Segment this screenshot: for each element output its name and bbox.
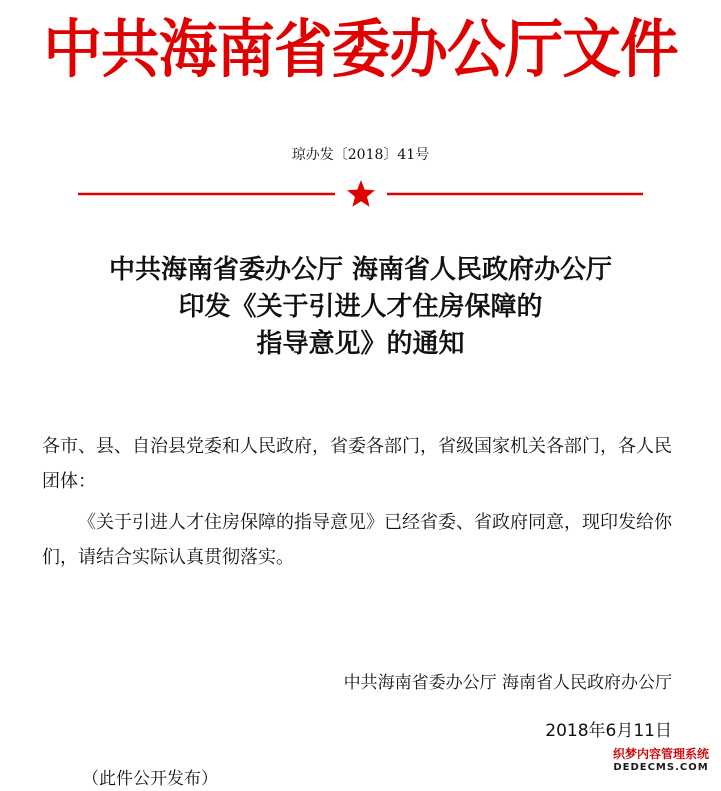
star-icon <box>347 180 375 207</box>
issue-date: 2018年6月11日 <box>545 721 672 741</box>
document-number: 琼办发〔2018〕41号 <box>291 147 430 163</box>
body-paragraph: 《关于引进人才住房保障的指导意见》已经省委、省政府同意，现印发给你们，请结合实际认真贯彻落实。 <box>42 512 672 568</box>
red-divider <box>78 176 643 214</box>
document-header-title: 中共海南省委办公厅文件 <box>43 12 678 86</box>
issuer-signature: 中共海南省委办公厅 海南省人民政府办公厅 <box>343 673 672 693</box>
salutation-text: 各市、县、自治县党委和人民政府，省委各部门，省级国家机关各部门，各人民团体： <box>42 436 672 492</box>
site-watermark <box>609 748 713 778</box>
watermark-bottom-text: DEDECMS.COM <box>613 762 709 773</box>
notice-title-line-1: 中共海南省委办公厅 海南省人民政府办公厅 <box>108 255 613 285</box>
watermark-top-text: 织梦内容管理系统 <box>612 747 709 761</box>
public-release-note: （此件公开发布） <box>82 769 218 789</box>
notice-title-line-2: 印发《关于引进人才住房保障的 <box>178 292 543 322</box>
notice-title-line-3: 指导意见》的通知 <box>256 329 465 359</box>
notice-title <box>0 252 721 363</box>
